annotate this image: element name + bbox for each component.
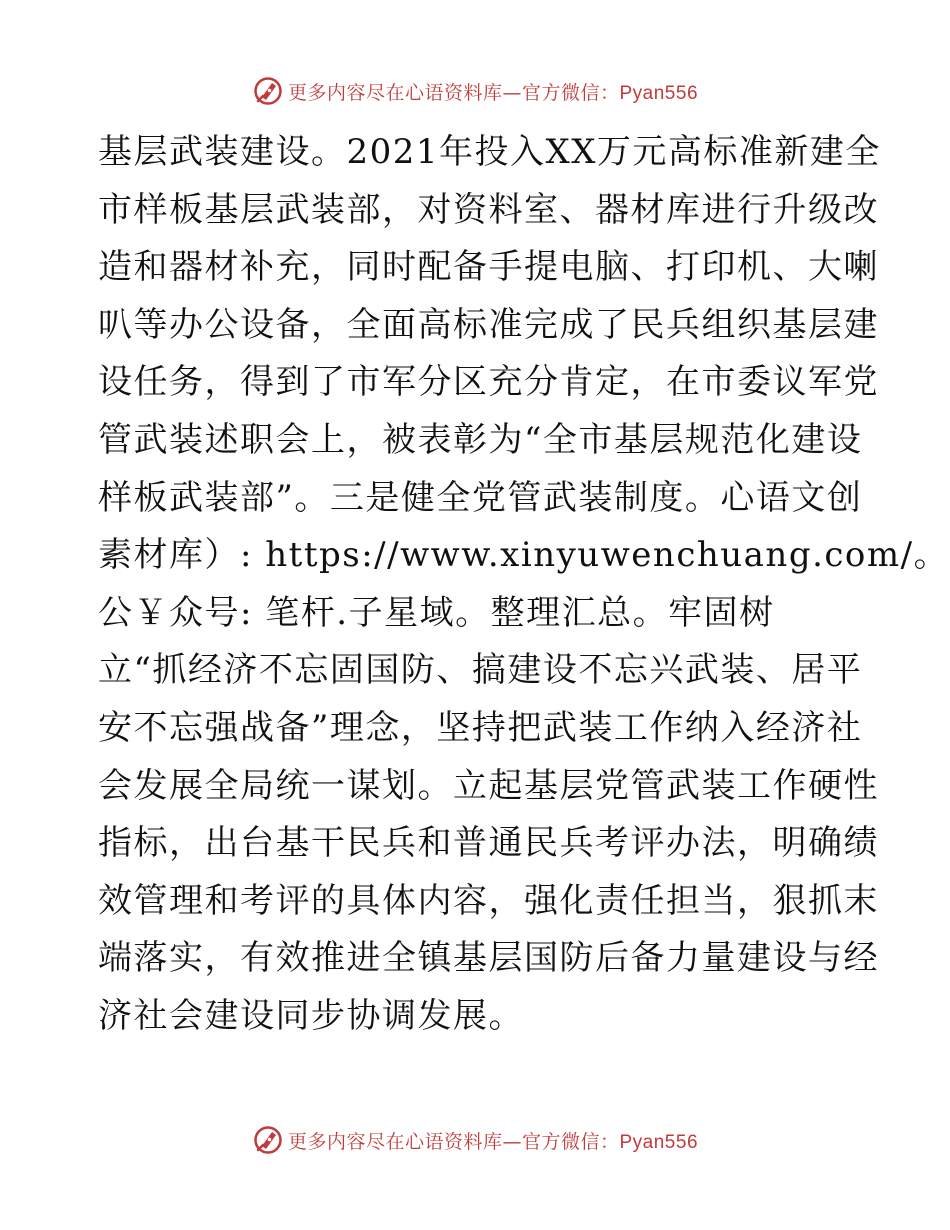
text-line-8: 素材库）: https://www.xinyuwenchuang.com/。 bbox=[98, 535, 950, 576]
text-line-9: 公￥众号: 笔杆.子星域。整理汇总。牢固树 bbox=[98, 592, 775, 633]
text-line-15: 端落实，有效推进全镇基层国防后备力量建设与经 bbox=[98, 938, 879, 979]
text-line-4: 叭等办公设备，全面高标准完成了民兵组织基层建 bbox=[98, 304, 879, 345]
text-line-11: 安不忘强战备”理念，坚持把武装工作纳入经济社 bbox=[98, 707, 863, 748]
footer-banner-text bbox=[288, 1127, 698, 1154]
text-line-2: 市样板基层武装部，对资料室、器材库进行升级改 bbox=[98, 189, 879, 230]
text-line-13: 指标，出台基干民兵和普通民兵考评办法，明确绩 bbox=[98, 823, 879, 864]
header-banner-label: 更多内容尽在心语资料库—官方微信： bbox=[287, 81, 620, 104]
text-line-12: 会发展全局统一谋划。立起基层党管武装工作硬性 bbox=[98, 765, 879, 806]
text-line-14: 效管理和考评的具体内容，强化责任担当，狠抓末 bbox=[98, 880, 879, 921]
header-banner-text bbox=[288, 78, 698, 105]
footer-banner bbox=[0, 1123, 950, 1157]
pen-nib-logo-icon bbox=[252, 1124, 284, 1156]
header-banner bbox=[0, 74, 950, 108]
document-body bbox=[98, 124, 950, 1046]
header-banner-handle: Pyan556 bbox=[619, 82, 699, 104]
footer-banner-handle: Pyan556 bbox=[619, 1131, 699, 1153]
footer-banner-label: 更多内容尽在心语资料库—官方微信： bbox=[287, 1130, 620, 1153]
pen-nib-logo-icon bbox=[252, 75, 284, 107]
text-line-7: 样板武装部”。三是健全党管武装制度。心语文创 bbox=[98, 477, 863, 518]
text-line-1: 基层武装建设。2021年投入XX万元高标准新建全 bbox=[98, 132, 881, 172]
text-line-16: 济社会建设同步协调发展。 bbox=[98, 995, 524, 1036]
text-line-6: 管武装述职会上，被表彰为“全市基层规范化建设 bbox=[98, 419, 863, 460]
text-line-5: 设任务，得到了市军分区充分肯定，在市委议军党 bbox=[98, 362, 879, 403]
text-line-3: 造和器材补充，同时配备手提电脑、打印机、大喇 bbox=[98, 247, 879, 288]
text-line-10: 立“抓经济不忘固国防、搞建设不忘兴武装、居平 bbox=[98, 650, 863, 691]
